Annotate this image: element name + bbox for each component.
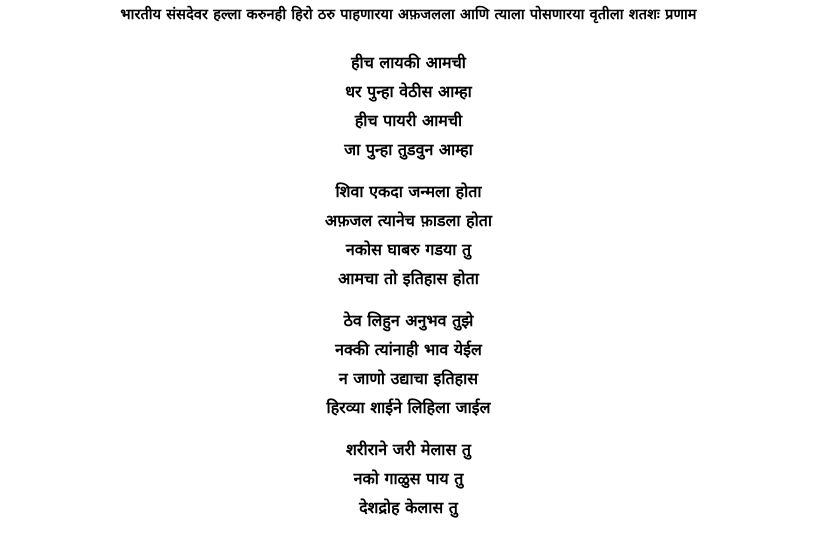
poem-line: देशद्रोह केलास तु bbox=[359, 498, 458, 517]
poem-line: न जाणो उद्याचा इतिहास bbox=[338, 369, 479, 388]
poem-line: ठेव लिहुन अनुभव तुझे bbox=[343, 311, 474, 330]
page-title: भारतीय संसदेवर हल्ला करुनही हिरो ठरु पाहणारया अफ़जलला आणि त्याला पोसणारया वृतीला शतशः प्रणाम bbox=[120, 7, 697, 23]
poem-line: हीच पायरी आमची bbox=[354, 111, 463, 130]
stanza-2 bbox=[0, 177, 817, 293]
poem-line: जा पुन्हा तुडवुन आम्हा bbox=[344, 140, 473, 159]
poem-line: शरीराने जरी मेलास तु bbox=[346, 440, 471, 459]
poem-line: हिरव्या शाईने लिहिला जाईल bbox=[326, 398, 491, 417]
poem-line: धर पुन्हा वेठीस आम्हा bbox=[345, 82, 472, 101]
stanza-4 bbox=[0, 435, 817, 522]
stanza-1 bbox=[0, 48, 817, 164]
stanza-3 bbox=[0, 306, 817, 422]
poem-line: आमचा तो इतिहास होता bbox=[338, 269, 479, 288]
poem-line: नक्की त्यांनाही भाव येईल bbox=[335, 340, 482, 359]
poem-line: अफ़जल त्यानेच फ़ाडला होता bbox=[324, 211, 493, 230]
poem bbox=[0, 48, 817, 535]
poem-line: हीच लायकी आमची bbox=[351, 53, 466, 72]
poem-line: नको गाळुस पाय तु bbox=[353, 469, 464, 488]
poem-line: नकोस घाबरु गडया तु bbox=[345, 240, 472, 259]
poem-line: शिवा एकदा जन्मला होता bbox=[335, 182, 482, 201]
